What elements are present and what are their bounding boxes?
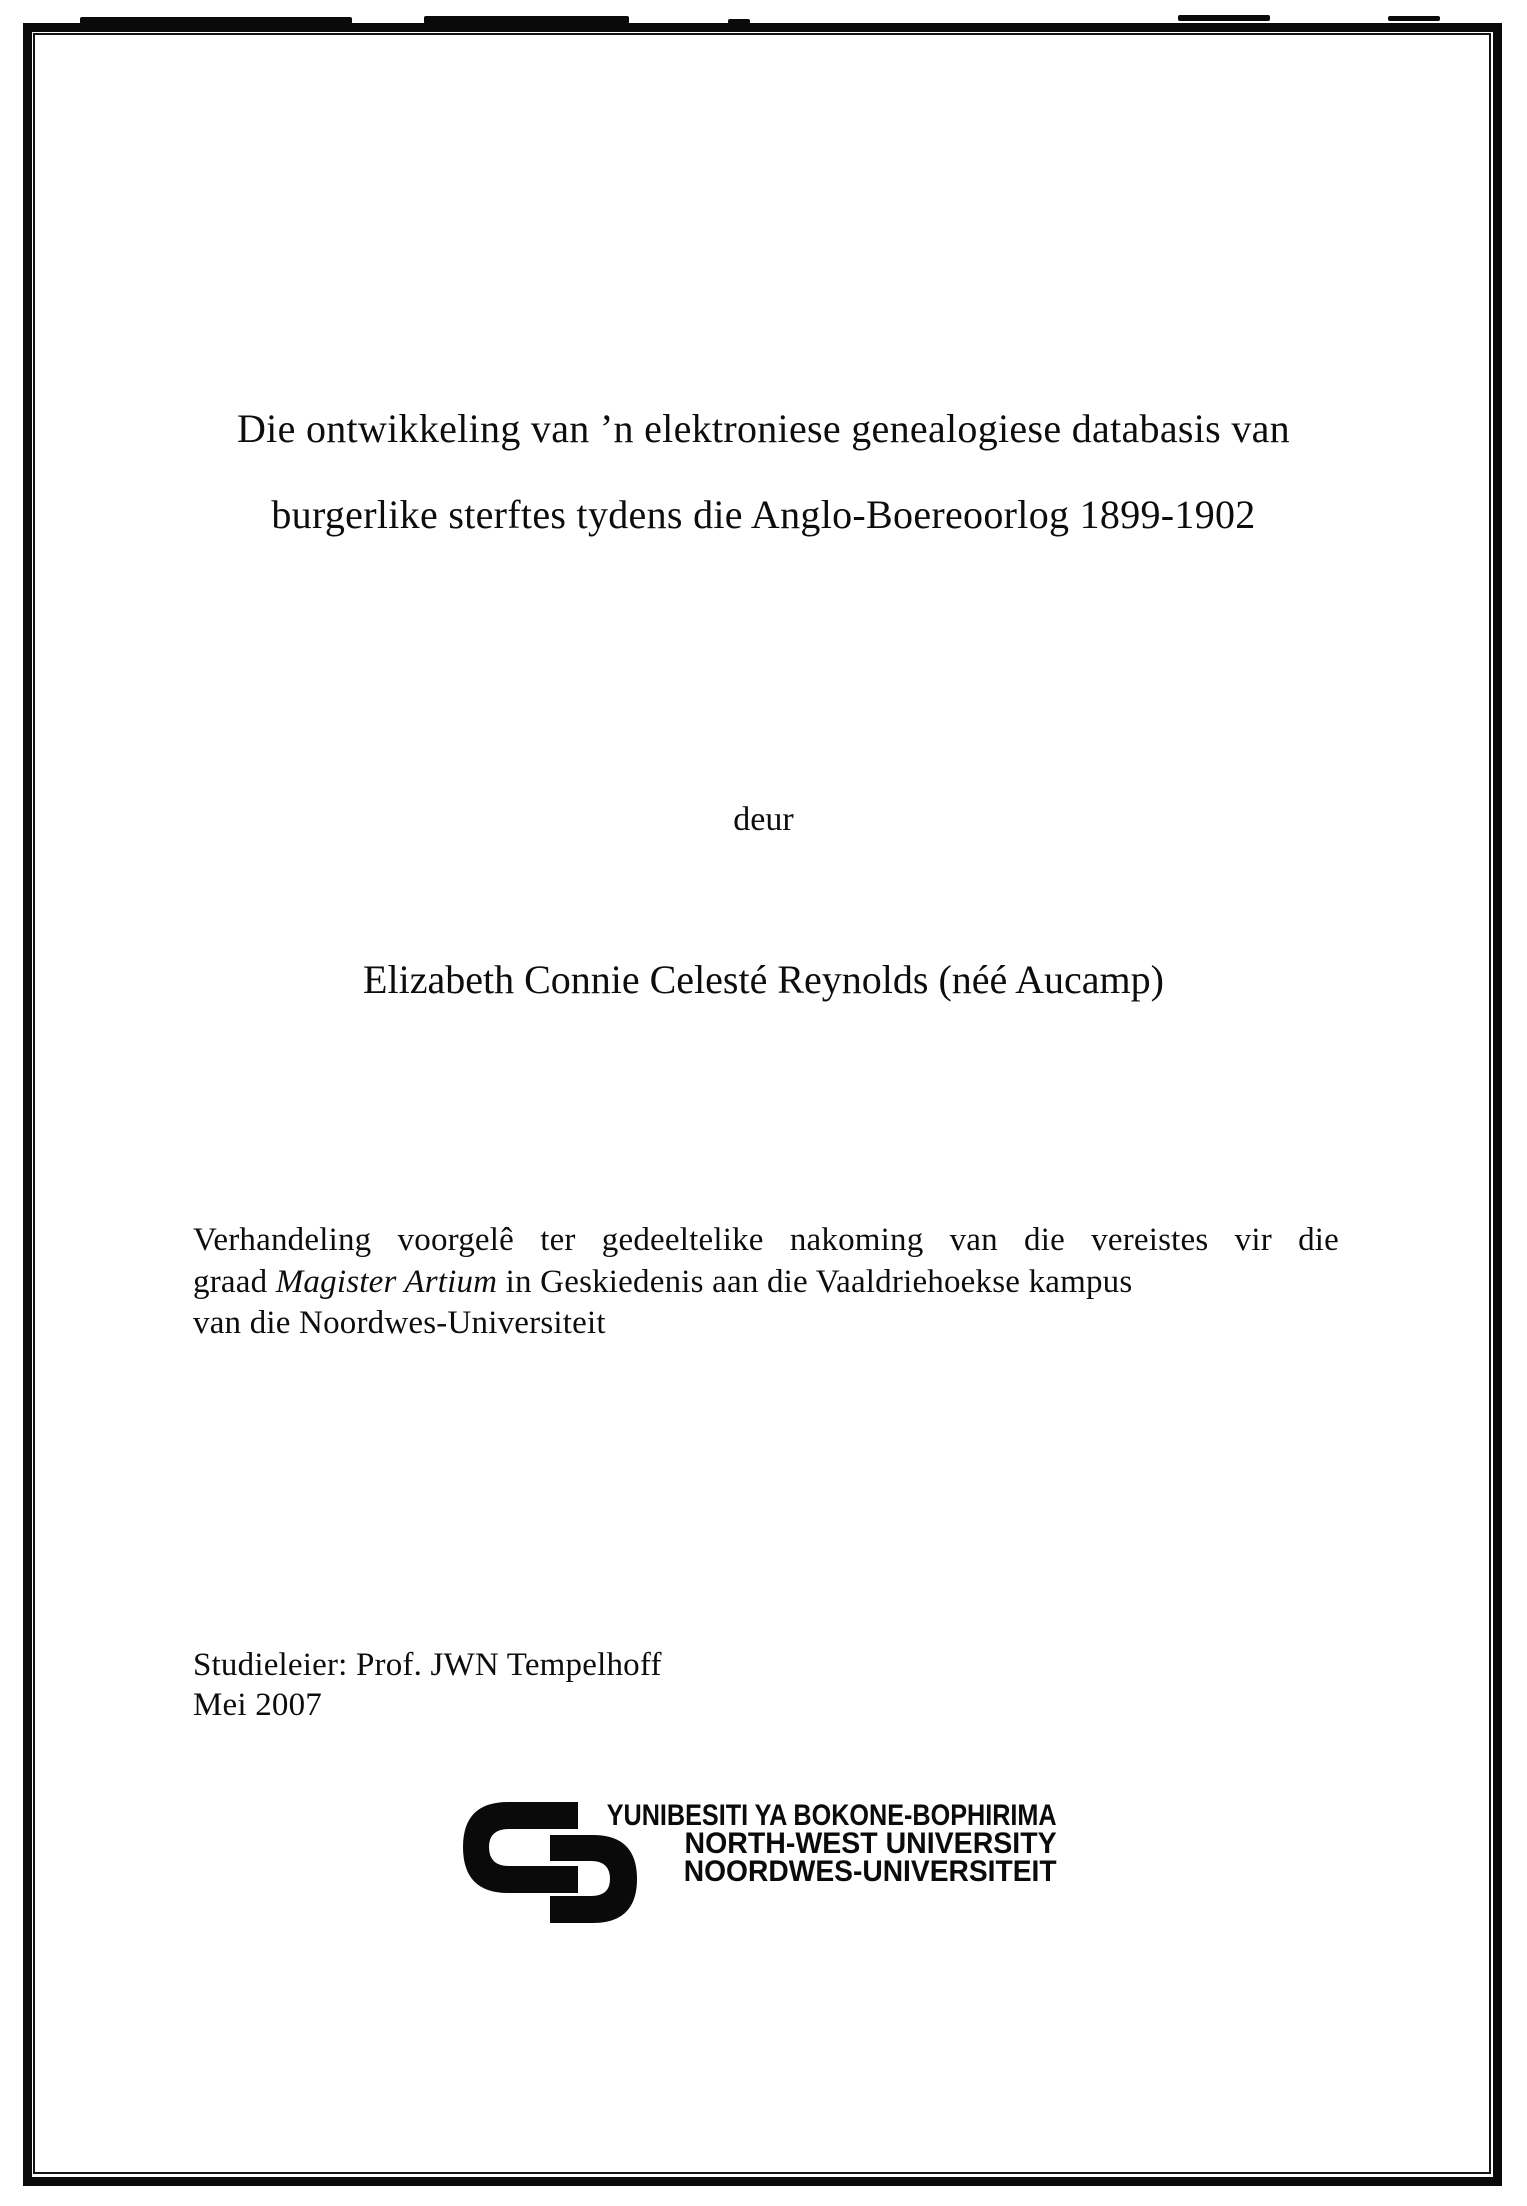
- thesis-title: [0, 386, 1527, 558]
- nwu-logo-line-afrikaans: NOORDWES-UNIVERSITEIT: [684, 1855, 1057, 1889]
- nwu-logo-line-english: NORTH-WEST UNIVERSITY: [684, 1827, 1057, 1861]
- supervisor-block: [193, 1645, 662, 1725]
- scan-artifact: [1178, 15, 1270, 21]
- thesis-title-line-2: burgerlike sterftes tydens die Anglo-Boereoorlog 1899-1902: [271, 492, 1256, 537]
- author-name: Elizabeth Connie Celesté Reynolds (néé Aucamp): [363, 957, 1164, 1002]
- nwu-logo-text: [521, 1799, 1057, 1889]
- degree-statement-line-1: Verhandeling voorgelê ter gedeeltelike nakoming van die vereistes vir die: [193, 1222, 1339, 1258]
- degree-name-italic: Magister Artium: [275, 1263, 498, 1300]
- degree-statement-line-2: [193, 1262, 1339, 1304]
- degree-statement: [193, 1220, 1339, 1345]
- scan-artifact: [80, 17, 352, 24]
- degree-statement-line-3: van die Noordwes-Universiteit: [193, 1305, 606, 1341]
- scan-artifact: [1388, 16, 1440, 21]
- date-line: Mei 2007: [193, 1687, 323, 1723]
- degree-statement-line-2-suffix: in Geskiedenis aan die Vaaldriehoekse kampus: [497, 1263, 1133, 1300]
- scan-artifact: [424, 16, 629, 24]
- thesis-title-line-1: Die ontwikkeling van ’n elektroniese genealogiese databasis van: [236, 406, 1290, 451]
- degree-statement-line-2-prefix: graad: [193, 1263, 276, 1300]
- scan-artifact: [728, 19, 750, 24]
- byline-deur: deur: [733, 801, 794, 838]
- nwu-logo-line-setswana: YUNIBESITI YA BOKONE-BOPHIRIMA: [607, 1799, 1057, 1832]
- supervisor-line: Studieleier: Prof. JWN Tempelhoff: [193, 1647, 662, 1683]
